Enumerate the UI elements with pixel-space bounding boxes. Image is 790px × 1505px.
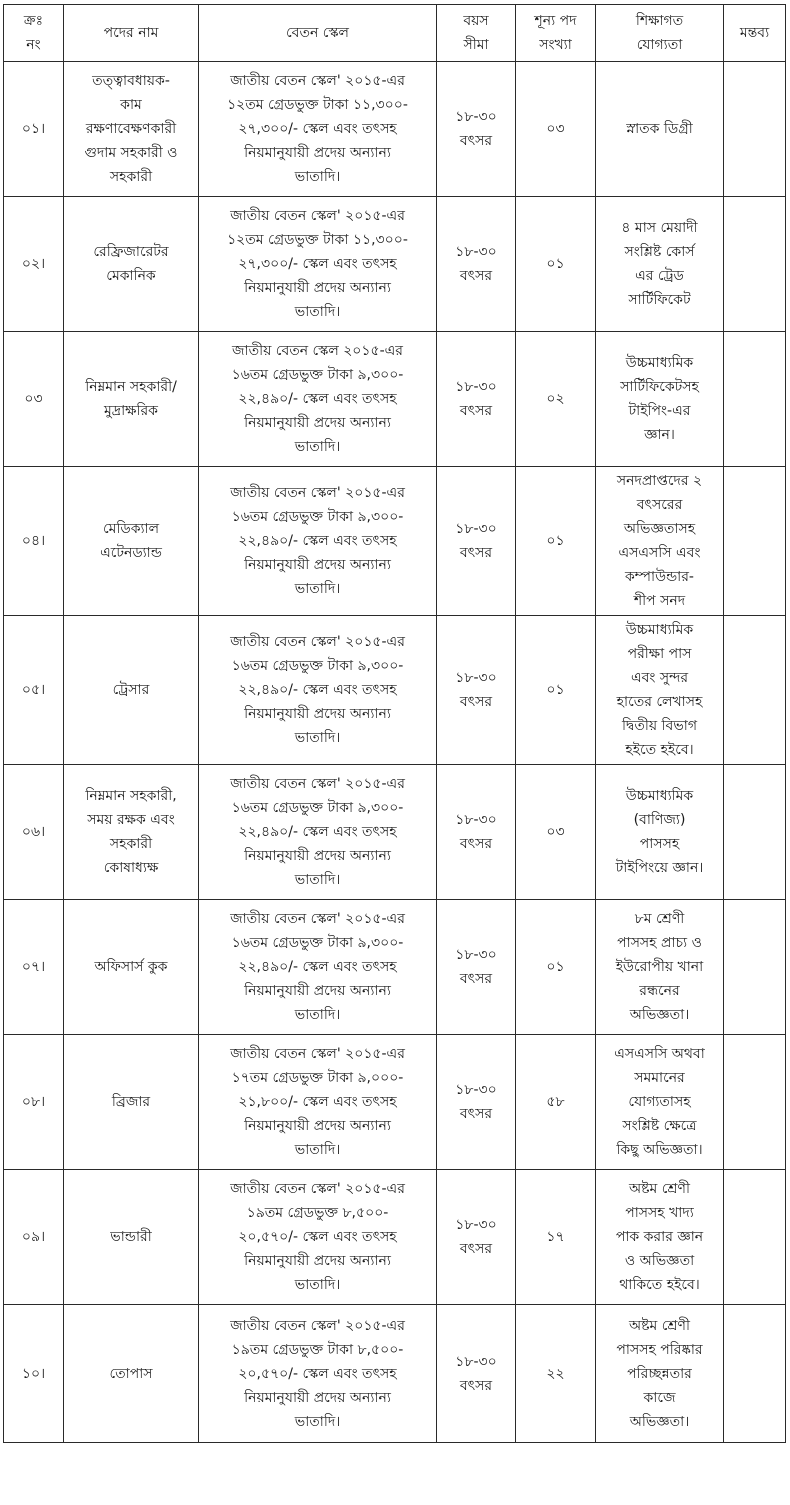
table-row	[4, 900, 786, 1035]
post-name-cell: নিম্নমান সহকারী/ মুদ্রাক্ষরিক	[64, 332, 199, 467]
post-name-cell: রেফ্রিজারেটর মেকানিক	[64, 197, 199, 332]
vacancy-cell: ০১	[516, 197, 596, 332]
age-limit-cell: ১৮-৩০ বৎসর	[437, 900, 516, 1035]
post-name-cell: ভান্ডারী	[64, 1170, 199, 1305]
table-row	[4, 765, 786, 900]
pay-scale-cell: জাতীয় বেতন স্কেল' ২০১৫-এর ১২তম গ্রেডভুক্ত টাকা ১১,৩০০- ২৭,৩০০/- স্কেল এবং তৎসহ নিয়মানুযায়ী প্রদেয় অন্যান্য ভাতাদি।	[199, 62, 437, 197]
qualification-cell: উচ্চমাধ্যমিক সার্টিফিকেটসহ টাইপিং-এর জ্ঞান।	[596, 332, 724, 467]
age-limit-cell: ১৮-৩০ বৎসর	[437, 1035, 516, 1170]
post-name-cell: ব্রিজার	[64, 1035, 199, 1170]
header-post-name: পদের নাম	[64, 5, 199, 62]
header-qualification: শিক্ষাগত যোগ্যতা	[596, 5, 724, 62]
qualification-cell: অষ্টম শ্রেণী পাসসহ খাদ্য পাক করার জ্ঞান ও অভিজ্ঞতা থাকিতে হইবে।	[596, 1170, 724, 1305]
pay-scale-cell: জাতীয় বেতন স্কেল' ২০১৫-এর ১৭তম গ্রেডভুক্ত টাকা ৯,০০০- ২১,৮০০/- স্কেল এবং তৎসহ নিয়মানুযায়ী প্রদেয় অন্যান্য ভাতাদি।	[199, 1035, 437, 1170]
vacancy-cell: ০১	[516, 467, 596, 616]
header-serial: ক্রঃ নং	[4, 5, 64, 62]
remarks-cell	[724, 62, 786, 197]
qualification-cell: সনদপ্রাপ্তদের ২ বৎসরের অভিজ্ঞতাসহ এসএসসি এবং কম্পাউন্ডার- শীপ সনদ	[596, 467, 724, 616]
qualification-cell: এসএসসি অথবা সমমানের যোগ্যতাসহ সংশ্লিষ্ট ক্ষেত্রে কিছু অভিজ্ঞতা।	[596, 1035, 724, 1170]
serial-cell: ০৪।	[4, 467, 64, 616]
age-limit-cell: ১৮-৩০ বৎসর	[437, 467, 516, 616]
post-name-cell: নিম্নমান সহকারী, সময় রক্ষক এবং সহকারী কোষাধ্যক্ষ	[64, 765, 199, 900]
qualification-cell: ৪ মাস মেয়াদী সংশ্লিষ্ট কোর্স এর ট্রেড সার্টিফিকেট	[596, 197, 724, 332]
serial-cell: ১০।	[4, 1305, 64, 1443]
remarks-cell	[724, 332, 786, 467]
serial-cell: ০৮।	[4, 1035, 64, 1170]
post-name-cell: তোপাস	[64, 1305, 199, 1443]
header-vacancy-count: শূন্য পদ সংখ্যা	[516, 5, 596, 62]
age-limit-cell: ১৮-৩০ বৎসর	[437, 765, 516, 900]
vacancy-cell: ০৩	[516, 765, 596, 900]
pay-scale-cell: জাতীয় বেতন স্কেল' ২০১৫-এর ১৯তম গ্রেডভুক্ত ৮,৫০০- ২০,৫৭০/- স্কেল এবং তৎসহ নিয়মানুযায়ী প্রদেয় অন্যান্য ভাতাদি।	[199, 1170, 437, 1305]
post-name-cell: মেডিক্যাল এটেনড্যান্ড	[64, 467, 199, 616]
age-limit-cell: ১৮-৩০ বৎসর	[437, 62, 516, 197]
header-pay-scale: বেতন স্কেল	[199, 5, 437, 62]
vacancy-cell: ০১	[516, 616, 596, 765]
serial-cell: ০১।	[4, 62, 64, 197]
remarks-cell	[724, 467, 786, 616]
qualification-cell: উচ্চমাধ্যমিক (বাণিজ্য) পাসসহ টাইপিংয়ে জ্ঞান।	[596, 765, 724, 900]
age-limit-cell: ১৮-৩০ বৎসর	[437, 1170, 516, 1305]
table-row	[4, 62, 786, 197]
qualification-cell: ৮ম শ্রেণী পাসসহ প্রাচ্য ও ইউরোপীয় খানা রন্ধনের অভিজ্ঞতা।	[596, 900, 724, 1035]
qualification-cell: উচ্চমাধ্যমিক পরীক্ষা পাস এবং সুন্দর হাতের লেখাসহ দ্বিতীয় বিভাগ হইতে হইবে।	[596, 616, 724, 765]
serial-cell: ০৬।	[4, 765, 64, 900]
pay-scale-cell: জাতীয় বেতন স্কেল' ২০১৫-এর ১৬তম গ্রেডভুক্ত টাকা ৯,৩০০- ২২,৪৯০/- স্কেল এবং তৎসহ নিয়মানুযায়ী প্রদেয় অন্যান্য ভাতাদি।	[199, 900, 437, 1035]
serial-cell: ০৫।	[4, 616, 64, 765]
post-name-cell: তত্ত্বাবধায়ক- কাম রক্ষণাবেক্ষণকারী গুদাম সহকারী ও সহকারী	[64, 62, 199, 197]
table-row	[4, 1305, 786, 1443]
pay-scale-cell: জাতীয় বেতন স্কেল' ২০১৫-এর ১৯তম গ্রেডভুক্ত টাকা ৮,৫০০- ২০,৫৭০/- স্কেল এবং তৎসহ নিয়মানুযায়ী প্রদেয় অন্যান্য ভাতাদি।	[199, 1305, 437, 1443]
remarks-cell	[724, 616, 786, 765]
age-limit-cell: ১৮-৩০ বৎসর	[437, 616, 516, 765]
table-row	[4, 467, 786, 616]
age-limit-cell: ১৮-৩০ বৎসর	[437, 1305, 516, 1443]
qualification-cell: অষ্টম শ্রেণী পাসসহ পরিষ্কার পরিচ্ছন্নতার কাজে অভিজ্ঞতা।	[596, 1305, 724, 1443]
remarks-cell	[724, 1035, 786, 1170]
pay-scale-cell: জাতীয় বেতন স্কেল' ২০১৫-এর ১৬তম গ্রেডভুক্ত টাকা ৯,৩০০- ২২,৪৯০/- স্কেল এবং তৎসহ নিয়মানুযায়ী প্রদেয় অন্যান্য ভাতাদি।	[199, 765, 437, 900]
serial-cell: ০৭।	[4, 900, 64, 1035]
vacancy-cell: ০১	[516, 900, 596, 1035]
vacancy-cell: ০২	[516, 332, 596, 467]
recruitment-table-sheet	[3, 4, 785, 1443]
table-row	[4, 1035, 786, 1170]
table-row	[4, 332, 786, 467]
header-age-limit: বয়স সীমা	[437, 5, 516, 62]
post-name-cell: ট্রেসার	[64, 616, 199, 765]
age-limit-cell: ১৮-৩০ বৎসর	[437, 197, 516, 332]
serial-cell: ০৩	[4, 332, 64, 467]
qualification-cell: স্নাতক ডিগ্রী	[596, 62, 724, 197]
table-row	[4, 197, 786, 332]
age-limit-cell: ১৮-৩০ বৎসর	[437, 332, 516, 467]
table-row	[4, 1170, 786, 1305]
vacancy-cell: ৫৮	[516, 1035, 596, 1170]
table-row	[4, 616, 786, 765]
post-name-cell: অফিসার্স কুক	[64, 900, 199, 1035]
remarks-cell	[724, 1305, 786, 1443]
pay-scale-cell: জাতীয় বেতন স্কেল' ২০১৫-এর ১৬তম গ্রেডভুক্ত টাকা ৯,৩০০- ২২,৪৯০/- স্কেল এবং তৎসহ নিয়মানুযায়ী প্রদেয় অন্যান্য ভাতাদি।	[199, 467, 437, 616]
pay-scale-cell: জাতীয় বেতন স্কেল' ২০১৫-এর ১২তম গ্রেডভুক্ত টাকা ১১,৩০০- ২৭,৩০০/- স্কেল এবং তৎসহ নিয়মানুযায়ী প্রদেয় অন্যান্য ভাতাদি।	[199, 197, 437, 332]
vacancy-cell: ২২	[516, 1305, 596, 1443]
serial-cell: ০২।	[4, 197, 64, 332]
remarks-cell	[724, 765, 786, 900]
vacancy-cell: ১৭	[516, 1170, 596, 1305]
remarks-cell	[724, 197, 786, 332]
recruitment-table	[3, 4, 786, 1443]
header-remarks: মন্তব্য	[724, 5, 786, 62]
pay-scale-cell: জাতীয় বেতন স্কেল ২০১৫-এর ১৬তম গ্রেডভুক্ত টাকা ৯,৩০০- ২২,৪৯০/- স্কেল এবং তৎসহ নিয়মানুযায়ী প্রদেয় অন্যান্য ভাতাদি।	[199, 332, 437, 467]
pay-scale-cell: জাতীয় বেতন স্কেল' ২০১৫-এর ১৬তম গ্রেডভুক্ত টাকা ৯,৩০০- ২২,৪৯০/- স্কেল এবং তৎসহ নিয়মানুযায়ী প্রদেয় অন্যান্য ভাতাদি।	[199, 616, 437, 765]
vacancy-cell: ০৩	[516, 62, 596, 197]
remarks-cell	[724, 900, 786, 1035]
serial-cell: ০৯।	[4, 1170, 64, 1305]
remarks-cell	[724, 1170, 786, 1305]
table-header-row	[4, 5, 786, 62]
